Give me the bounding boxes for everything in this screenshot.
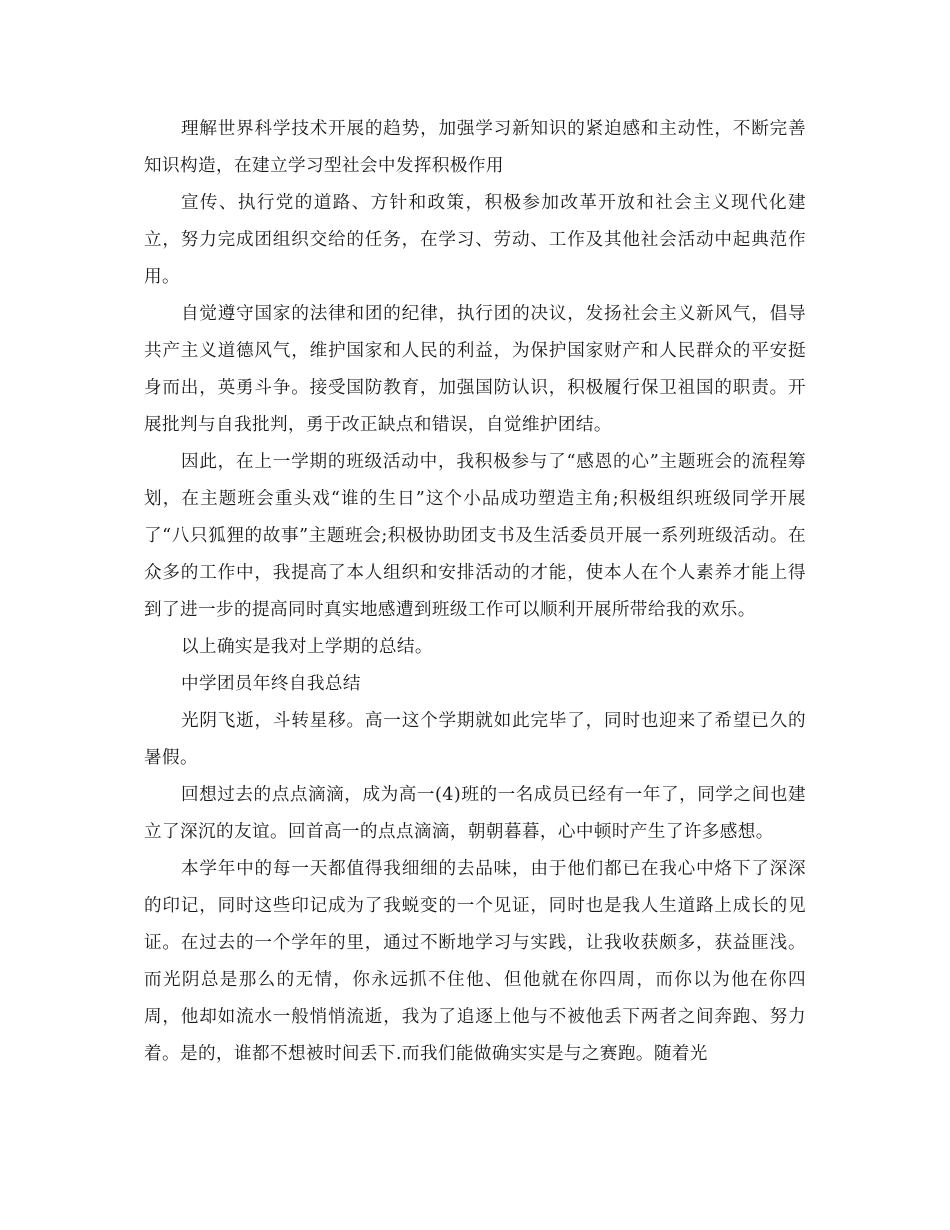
paragraph-7: 回想过去的点点滴滴，成为高一(4)班的一名成员已经有一年了，同学之间也建立了深沉的友谊。回首高一的点点滴滴，朝朝暮暮，心中顿时产生了许多感想。 xyxy=(144,785,806,842)
paragraph-6: 光阴飞逝，斗转星移。高一这个学期就如此完毕了，同时也迎来了希望已久的暑假。 xyxy=(144,711,806,768)
paragraph-3: 自觉遵守国家的法律和团的纪律，执行团的决议，发扬社会主义新风气，倡导共产主义道德风气，维护国家和人民的利益，为保护国家财产和人民群众的平安挺身而出，英勇斗争。接受国防教育，加强国防认识，积极履行保卫祖国的职责。开展批判与自我批判，勇于改正缺点和错误，自觉维护团结。 xyxy=(144,304,806,435)
paragraph-4: 因此，在上一学期的班级活动中，我积极参与了“感恩的心”主题班会的流程筹划，在主题班会重头戏“谁的生日”这个小品成功塑造主角;积极组织班级同学开展了“八只狐狸的故事”主题班会;积极协助团支书及生活委员开展一系列班级活动。在众多的工作中，我提高了本人组织和安排活动的才能，使本人在个人素养才能上得到了进一步的提高同时真实地感遭到班级工作可以顺利开展所带给我的欢乐。 xyxy=(144,452,806,620)
paragraph-8: 本学年中的每一天都值得我细细的去品味，由于他们都已在我心中烙下了深深的印记，同时这些印记成为了我蜕变的一个见证，同时也是我人生道路上成长的见证。在过去的一个学年的里，通过不断地学习与实践，让我收获颇多，获益匪浅。而光阴总是那么的无情，你永远抓不住他、但他就在你四周，而你以为他在你四周，他却如流水一般悄悄流逝，我为了追逐上他与不被他丢下两者之间奔跑、努力着。是的，谁都不想被时间丢下.而我们能做确实实是与之赛跑。随着光 xyxy=(144,859,806,1064)
paragraph-1: 理解世界科学技术开展的趋势，加强学习新知识的紧迫感和主动性，不断完善知识构造，在建立学习型社会中发挥积极作用 xyxy=(144,119,806,176)
section-heading: 中学团员年终自我总结 xyxy=(180,674,361,694)
paragraph-5: 以上确实是我对上学期的总结。 xyxy=(180,637,433,657)
document-page xyxy=(144,111,806,1073)
paragraph-2: 宣传、执行党的道路、方针和政策，积极参加改革开放和社会主义现代化建立，努力完成团组织交给的任务，在学习、劳动、工作及其他社会活动中起典范作用。 xyxy=(144,193,806,287)
